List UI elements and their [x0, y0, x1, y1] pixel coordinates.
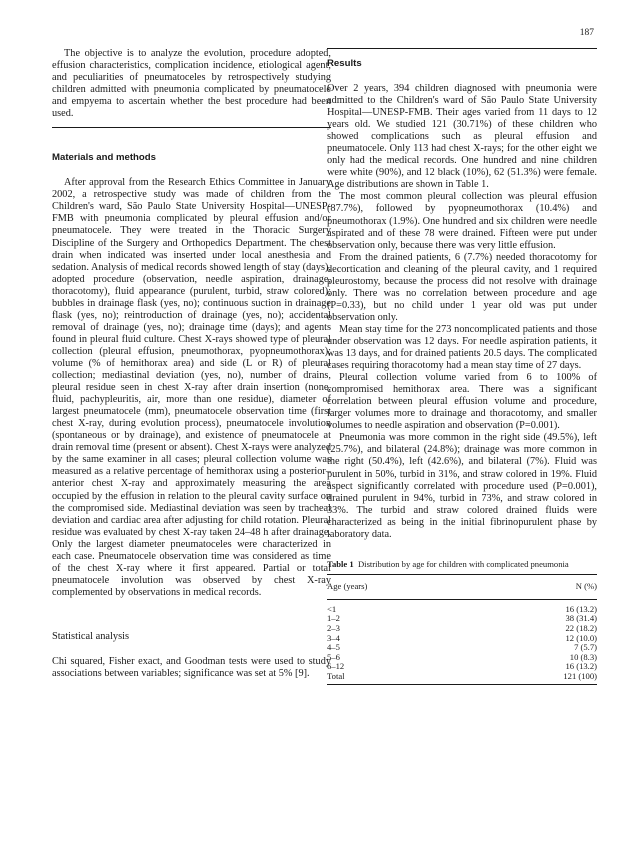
intro-paragraph: The objective is to analyze the evolution, procedure adopted, effusion characteristics, complication incidence, etiological agent, and peculiarities of pneumatoceles by retrospectively studying children admitted with pneumonia complicated by pneumatocele and empyema to ascertain whether the best procedure had been used.: [52, 48, 331, 120]
table-cell-n: 7 (5.7): [574, 642, 597, 653]
results-paragraph: Mean stay time for the 273 noncomplicated patients and those under observation was 12 days. For needle aspiration patients, it was 13 days, and for drained patients 20.5 days. The complicated cases requiring thoracotomy had a mean stay time of 27 days.: [327, 323, 597, 372]
table-cell-age: 4–5: [327, 642, 340, 653]
table-cell-age: 3–4: [327, 632, 340, 643]
results-heading: Results: [327, 58, 362, 69]
table-row: [327, 634, 597, 644]
table-cell-n: 38 (31.4): [565, 613, 597, 624]
right-column: [327, 48, 597, 685]
table-cell-n: 16 (13.2): [565, 661, 597, 672]
table-caption: [327, 559, 597, 569]
table-row: [327, 600, 597, 615]
methods-paragraph: After approval from the Research Ethics Committee in January 2002, a retrospective study was made of children from the Children's ward, São Paulo State University Hospital—UNESP-FMB with pneumonia complicated by pleural effusion and/or pneumatocele. They were treated in the Thoracic Surgery Discipline of the Surgery and Orthopedics Department. The chest drain when indicated was inserted under local anesthesia and sedation. Analysis of medical records showed length of stay (days), adopted procedure (observation, needle aspiration, drainage, thoracotomy), fluid appearance (purulent, turbid, straw colored); bubbles in drainage flask (yes, no); continuous suction in drainage flask (yes, no); reintroduction of drainage (yes, no); accidental removal of drainage (yes, no); drainage time (days); and agents found in pleural fluid culture. Chest X-rays showed type of pleural collection (pleural effusion, pneumothorax, pyopneumothorax); volume (% of hemithorax area) and side (L or R) of pleural collection; mediastinal deviation (yes, no), number of drains, pleural residue seen in chest X-ray after drain insertion (none, fluid, pachypleuritis, air, more than one residue), diameter of largest pneumatocele (mm), pneumatocele observation time (first chest X-ray, during evolution process), pneumatocele involution (spontaneous or by drainage), and existence of pneumatocele at drain removal time (present or absent). Chest X-rays were analyzed by the same examiner in all cases; pleural collection volume was measured as a relative percentage of hemithorax using a posterior–anterior chest X-ray and approximately measuring the area occupied by the effusion in relation to the pleural cavity surface on the compromised side. Mediastinal deviation was seen by tracheal deviation and cardiac area after adjusting for child rotation. Pleural residue was evaluated by chest X-ray taken 24–48 h after drainage. Only the largest diameter pneumatoceles were characterized in each case. Pneumatocele observation time was considered as time of the chest X-ray where it first appeared. Partial or total pneumatocele involution was observed by chest X-ray complemented by observations in medical records.: [52, 177, 331, 598]
table-cell-age: 5–6: [327, 651, 340, 662]
table-cell-n: 10 (8.3): [569, 651, 597, 662]
stats-heading: Statistical analysis: [52, 630, 130, 642]
left-column: [52, 48, 331, 680]
table-row: [327, 662, 597, 672]
table-cell-n: 22 (18.2): [565, 622, 597, 633]
table-label: Table 1: [327, 558, 354, 569]
table-cell-age: Total: [327, 670, 345, 681]
methods-heading: Materials and methods: [52, 152, 156, 164]
results-paragraph: From the drained patients, 6 (7.7%) needed thoracotomy for decortication and cleaning of the pleural cavity, and 1 required pleurostomy, because the process did not resolve with drainage only. There was no correlation between procedure and age (P=0.33), but no child under 1 year old was put under observation only.: [327, 251, 597, 323]
results-paragraph: Pneumonia was more common in the right side (49.5%), left (25.7%), and bilateral (24.8%); drainage was more common in the right (50.4%), left (42.6%), and bilateral (7%). Fluid was purulent in 50%, turbid in 31%, and straw colored in 19%. Fluid aspect significantly correlated with procedure used (P=0.001), drained purulent in 94%, turbid in 73%, and straw colored in 33%. The turbid and straw colored drained fluids were characterized as being in the initial fibrinopurulent phase by laboratory data.: [327, 432, 597, 540]
table-cell-age: 2–3: [327, 622, 340, 633]
table-cell-age: 1–2: [327, 613, 340, 624]
results-body: [327, 83, 597, 541]
table-header-n: N (%): [575, 580, 597, 591]
table-header-age: Age (years): [327, 580, 368, 591]
age-distribution-table: [327, 574, 597, 685]
stats-paragraph: Chi squared, Fisher exact, and Goodman tests were used to study associations between variables; significance was set at 5% [9].: [52, 655, 331, 679]
results-paragraph: Over 2 years, 394 children diagnosed with pneumonia were admitted to the Children's ward of São Paulo State University Hospital—UNESP-FMB. Their ages varied from 11 days to 12 years old. We studied 121 (30.71%) of these children who showed complications such as pleural effusion and pneumatocele. Only 113 had chest X-rays; for the other eight we only had the medical records. One hundred and nine children were white (90%), and 12 black (10%), 62 (51.3%) were female. Age distributions are shown in Table 1.: [327, 83, 597, 191]
page-number: 187: [579, 28, 594, 38]
table-row: [327, 624, 597, 634]
table-cell-n: 16 (13.2): [565, 603, 597, 614]
section-divider-right: [327, 48, 597, 49]
table-cell-age: <1: [327, 603, 337, 614]
table-cell-n: 12 (10.0): [565, 632, 597, 643]
table-row: [327, 614, 597, 624]
table-row: [327, 643, 597, 653]
table-cell-age: 6–12: [327, 661, 345, 672]
results-paragraph: The most common pleural collection was pleural effusion (87.7%), followed by pyopneumothorax (10.4%) and pneumothorax (1.9%). One hundred and six children were needle aspirated and of these 78 were drained. Fifteen were put under observation only, because there was very little effusion.: [327, 191, 597, 251]
table-row: [327, 653, 597, 663]
table-row: [327, 672, 597, 684]
table-cell-n: 121 (100): [563, 670, 597, 681]
table-caption-text: Distribution by age for children with complicated pneumonia: [357, 558, 569, 569]
results-paragraph: Pleural collection volume varied from 6 to 100% of compromised hemithorax area. There was a significant correlation between pleural effusion volume and procedure, larger volumes more to drainage and thoracotomy, and smaller volumes to needle aspiration and observation (P=0.001).: [327, 372, 597, 432]
